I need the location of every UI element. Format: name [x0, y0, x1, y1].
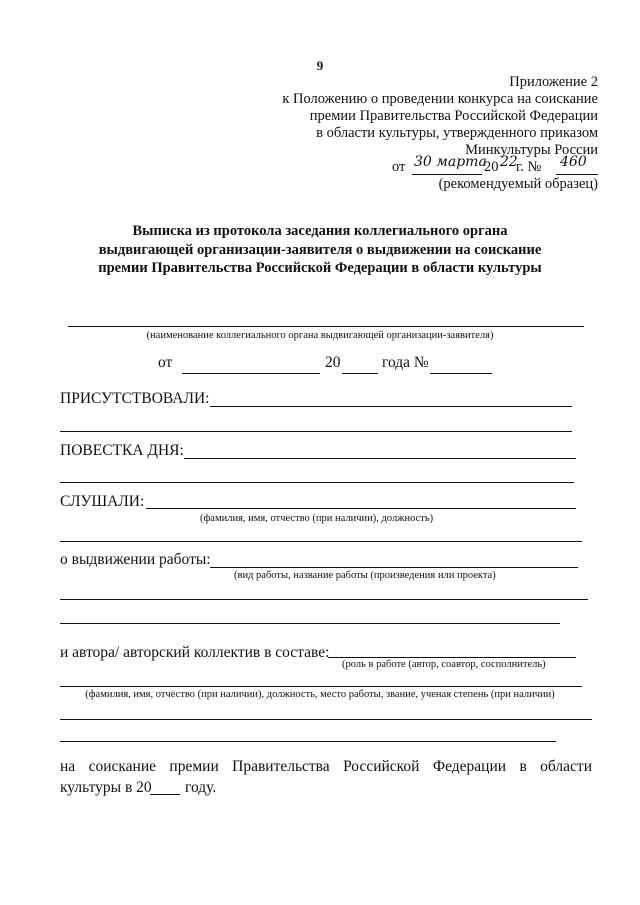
- annex-line: Минкультуры России: [465, 142, 598, 158]
- author-details-hint: (фамилия, имя, отчество (при наличии), должность, место работы, звание, ученая степень (при наличии): [85, 689, 555, 700]
- org-name-hint: (наименование коллегиального органа выдвигающей организации-заявителя): [146, 330, 494, 341]
- author-role-hint: (роль в работе (автор, соавтор, сосполнитель): [342, 659, 546, 670]
- number-prefix: г. №: [516, 159, 542, 175]
- handwritten-year: 22: [500, 154, 518, 170]
- number-underline: [556, 174, 598, 175]
- author-field-continued: [60, 686, 582, 687]
- agenda-field: [184, 458, 576, 459]
- year-field: [342, 373, 378, 374]
- document-title: [0, 222, 640, 278]
- date-underline: [412, 174, 482, 175]
- author-details-field: [60, 719, 592, 720]
- date-year-label: 20: [325, 354, 341, 371]
- page-number: 9: [316, 58, 324, 73]
- annex-line: премии Правительства Российской Федерации: [309, 108, 598, 124]
- agenda-field-continued: [60, 482, 574, 483]
- closing-year-field: [150, 794, 180, 795]
- heard-field: [146, 508, 576, 509]
- annex-line: в области культуры, утвержденного приказом: [316, 125, 598, 141]
- handwritten-date: 30 марта: [414, 154, 487, 170]
- present-field-continued: [60, 431, 572, 432]
- title-line: выдвигающей организации-заявителя о выдвижении на соискание: [98, 241, 542, 258]
- closing-line-1: на соискание премии Правительства Российской Федерации в области: [60, 758, 592, 775]
- author-field: [328, 657, 576, 658]
- nomination-field: [210, 567, 578, 568]
- annex-date-line: [392, 156, 602, 178]
- author-details-field-continued: [60, 741, 556, 742]
- heard-field-continued: [60, 541, 582, 542]
- date-from-label: от: [158, 354, 173, 371]
- agenda-label: ПОВЕСТКА ДНЯ:: [60, 442, 184, 459]
- org-name-field: [68, 326, 584, 327]
- nomination-field-continued: [60, 599, 588, 600]
- title-line: Выписка из протокола заседания коллегиального органа: [132, 223, 508, 239]
- title-line: премии Правительства Российской Федерации в области культуры: [98, 260, 542, 276]
- closing-line-2-prefix: культуры в 20: [60, 779, 152, 796]
- nomination-field-continued: [60, 623, 560, 624]
- date-prefix: от: [392, 159, 406, 175]
- heard-hint: (фамилия, имя, отчество (при наличии), должность): [200, 513, 434, 524]
- present-field: [210, 406, 572, 407]
- heard-label: СЛУШАЛИ:: [60, 493, 145, 510]
- present-label: ПРИСУТСТВОВАЛИ:: [60, 390, 210, 407]
- annex-title: Приложение 2: [509, 74, 598, 90]
- date-field: [182, 373, 320, 374]
- recommended-sample-note: (рекомендуемый образец): [438, 176, 598, 192]
- year-prefix: 20: [484, 159, 499, 175]
- author-label: и автора/ авторский коллектив в составе:: [60, 644, 330, 661]
- handwritten-number: 460: [560, 154, 587, 170]
- protocol-number-field: [430, 373, 492, 374]
- protocol-number-label: года №: [382, 354, 429, 371]
- closing-line-2-suffix: году.: [185, 779, 217, 796]
- nomination-hint: (вид работы, название работы (произведения или проекта): [234, 570, 496, 581]
- nomination-label: о выдвижении работы:: [60, 551, 211, 568]
- annex-line: к Положению о проведении конкурса на соискание: [282, 91, 598, 107]
